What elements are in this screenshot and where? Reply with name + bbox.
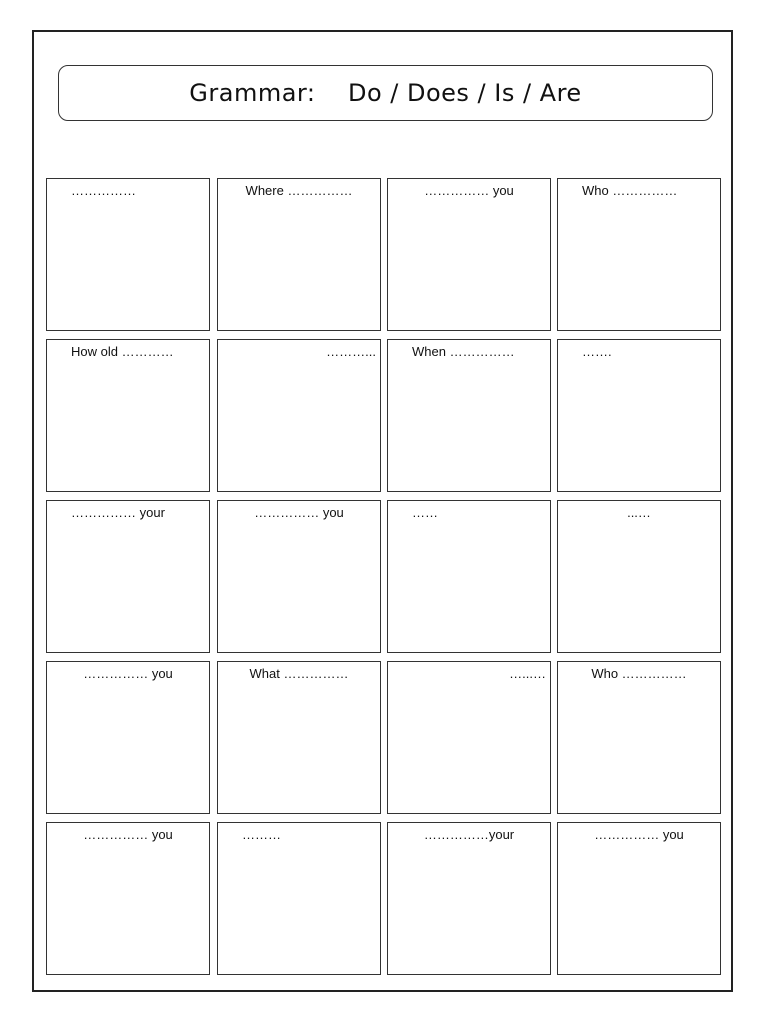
- answer-box[interactable]: [217, 339, 381, 492]
- title-box: [58, 65, 713, 121]
- question-prompt: …………… you: [594, 827, 684, 842]
- answer-box[interactable]: [387, 661, 551, 814]
- answer-box[interactable]: [46, 339, 210, 492]
- question-prompt: …………… your: [71, 505, 165, 520]
- answer-box[interactable]: [387, 822, 551, 975]
- answer-box[interactable]: [557, 178, 721, 331]
- answer-box[interactable]: [557, 339, 721, 492]
- answer-box[interactable]: [557, 661, 721, 814]
- question-prompt: ……………your: [423, 827, 515, 842]
- answer-box[interactable]: [46, 500, 210, 653]
- question-prompt: Where ……………: [245, 183, 353, 198]
- answer-box[interactable]: [217, 822, 381, 975]
- question-prompt: ...…: [627, 505, 651, 520]
- question-prompt: Who ……………: [591, 666, 687, 681]
- answer-box[interactable]: [46, 178, 210, 331]
- answer-box[interactable]: [557, 822, 721, 975]
- question-prompt: ……: [412, 505, 438, 520]
- answer-box[interactable]: [46, 822, 210, 975]
- question-prompt: How old …………: [71, 344, 174, 359]
- worksheet-title: Grammar: Do / Does / Is / Are: [189, 79, 582, 107]
- answer-box[interactable]: [387, 178, 551, 331]
- question-prompt: ………...: [326, 344, 376, 359]
- question-prompt: …….: [582, 344, 612, 359]
- question-prompt: ………: [242, 827, 281, 842]
- question-prompt: …...…: [509, 666, 546, 681]
- question-prompt: ……………: [71, 183, 136, 198]
- answer-box[interactable]: [46, 661, 210, 814]
- question-prompt: …………… you: [83, 827, 173, 842]
- question-prompt: …………… you: [254, 505, 344, 520]
- question-prompt: Who ……………: [582, 183, 678, 198]
- answer-box[interactable]: [387, 500, 551, 653]
- question-prompt: …………… you: [83, 666, 173, 681]
- answer-box[interactable]: [557, 500, 721, 653]
- question-prompt: …………… you: [424, 183, 514, 198]
- answer-box[interactable]: [217, 661, 381, 814]
- question-grid: [46, 178, 722, 976]
- question-prompt: When ……………: [412, 344, 515, 359]
- answer-box[interactable]: [217, 178, 381, 331]
- answer-box[interactable]: [387, 339, 551, 492]
- question-prompt: What ……………: [249, 666, 349, 681]
- answer-box[interactable]: [217, 500, 381, 653]
